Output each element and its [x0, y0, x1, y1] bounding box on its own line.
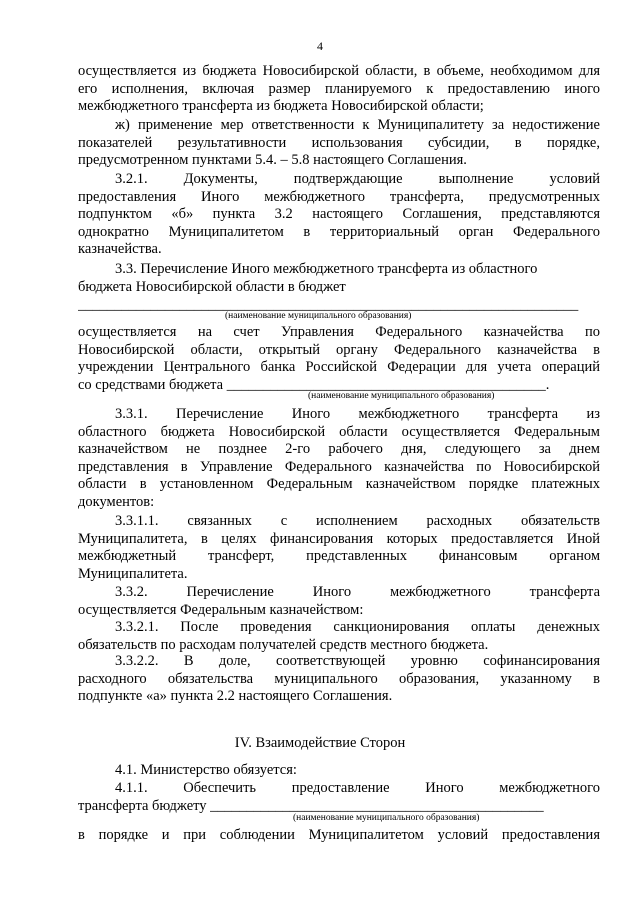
text-line: 3.3.2. Перечисление Иного межбюджетного трансферта: [115, 584, 600, 600]
text-line: со средствами бюджета ____________________________________________.: [78, 376, 550, 393]
text-line: подпунктом «б» пункта 3.2 настоящего Соглашения, представляются: [78, 206, 600, 223]
text-line: предоставления Иного межбюджетного трансферта, предусмотренных: [78, 188, 600, 205]
text-line: 3.3.2.1. После проведения санкционирования оплаты денежных: [115, 619, 600, 635]
text-line: обязательств по расходам получателей средств местного бюджета.: [78, 636, 489, 653]
text-line: казначейства.: [78, 241, 162, 258]
paragraph-3-3-2-1: [78, 619, 600, 654]
paragraph-3-3: [78, 261, 600, 296]
text-line: предусмотренном пунктами 5.4. – 5.8 настоящего Соглашения.: [78, 152, 467, 169]
fill-in-line: _____________________________________________________________________: [78, 297, 579, 313]
text-line: Муниципалитета.: [78, 565, 188, 582]
text-line: Новосибирской области, открытый органу Федерального казначейства в: [78, 341, 600, 358]
text-line: казначейством не позднее 2-го рабочего дня, следующего за днем: [78, 441, 600, 458]
text-line: 3.3.1.1. связанных с исполнением расходных обязательств: [115, 513, 600, 529]
caption-municipality-name: (наименование муниципального образования): [225, 311, 412, 321]
text-line: 3.2.1. Документы, подтверждающие выполнение условий: [115, 171, 600, 187]
text-line: документов:: [78, 493, 155, 510]
text-line: области в установленном Федеральным казначейством порядке платежных: [78, 476, 600, 493]
text-line: трансферта бюджету ______________________________________________: [78, 797, 544, 814]
paragraph-3-3-2-2: [78, 653, 600, 706]
text-line: 3.3. Перечисление Иного межбюджетного трансферта из областного: [115, 261, 538, 277]
paragraph-3-3-2: [78, 584, 600, 619]
paragraph-3-3-1-1: [78, 513, 600, 583]
paragraph-treasury-account: [78, 324, 600, 394]
text-line: ж) применение мер ответственности к Муниципалитету за недостижение: [115, 117, 600, 133]
page-number: 4: [317, 39, 323, 53]
text-line: 4.1. Министерство обязуется:: [115, 762, 297, 778]
text-line: показателей результативности использования субсидии, в порядке,: [78, 134, 600, 151]
text-line: подпункте «а» пункта 2.2 настоящего Соглашения.: [78, 688, 393, 705]
paragraph-responsibility: [78, 117, 600, 170]
paragraph-budget-execution: [78, 63, 600, 116]
text-line: 3.3.2.2. В доле, соответствующей уровню софинансирования: [115, 653, 600, 669]
text-line: расходного обязательства муниципального образования, указанному в: [78, 670, 600, 687]
text-line: однократно Муниципалитетом в территориальный орган Федерального: [78, 223, 600, 240]
text-line: 3.3.1. Перечисление Иного межбюджетного трансферта из: [115, 406, 600, 422]
text-line: осуществляется Федеральным казначейством:: [78, 601, 364, 618]
text-line: Муниципалитета, в целях финансирования которых предоставляется Иной: [78, 530, 600, 547]
text-line: учреждении Центрального банка Российской Федерации для учета операций: [78, 359, 600, 376]
caption-municipality-name: (наименование муниципального образования): [293, 813, 480, 823]
text-line: представления в Управление Федерального казначейства по Новосибирской: [78, 458, 600, 475]
text-line: его исполнения, включая размер планируемого к предоставлению иного: [78, 80, 600, 97]
paragraph-conditions: [78, 827, 600, 845]
text-line: бюджета Новосибирской области в бюджет: [78, 278, 346, 295]
paragraph-3-3-1: [78, 406, 600, 512]
section-heading: IV. Взаимодействие Сторон: [234, 735, 406, 751]
text-line: осуществляется из бюджета Новосибирской области, в объеме, необходимом для: [78, 63, 600, 79]
text-line: межбюджетный трансферт, представленных финансовым органом: [78, 548, 600, 565]
paragraph-4-1: [78, 762, 600, 780]
caption-municipality-name: (наименование муниципального образования): [308, 391, 495, 401]
text-line: осуществляется на счет Управления Федерального казначейства по: [78, 324, 600, 340]
text-line: в порядке и при соблюдении Муниципалитетом условий предоставления: [78, 827, 600, 843]
paragraph-3-2-1: [78, 171, 600, 259]
text-line: межбюджетного трансферта из бюджета Новосибирской области;: [78, 98, 484, 115]
text-line: 4.1.1. Обеспечить предоставление Иного межбюджетного: [115, 780, 600, 796]
paragraph-4-1-1: [78, 780, 600, 815]
text-line: областного бюджета Новосибирской области осуществляется Федеральным: [78, 423, 600, 440]
